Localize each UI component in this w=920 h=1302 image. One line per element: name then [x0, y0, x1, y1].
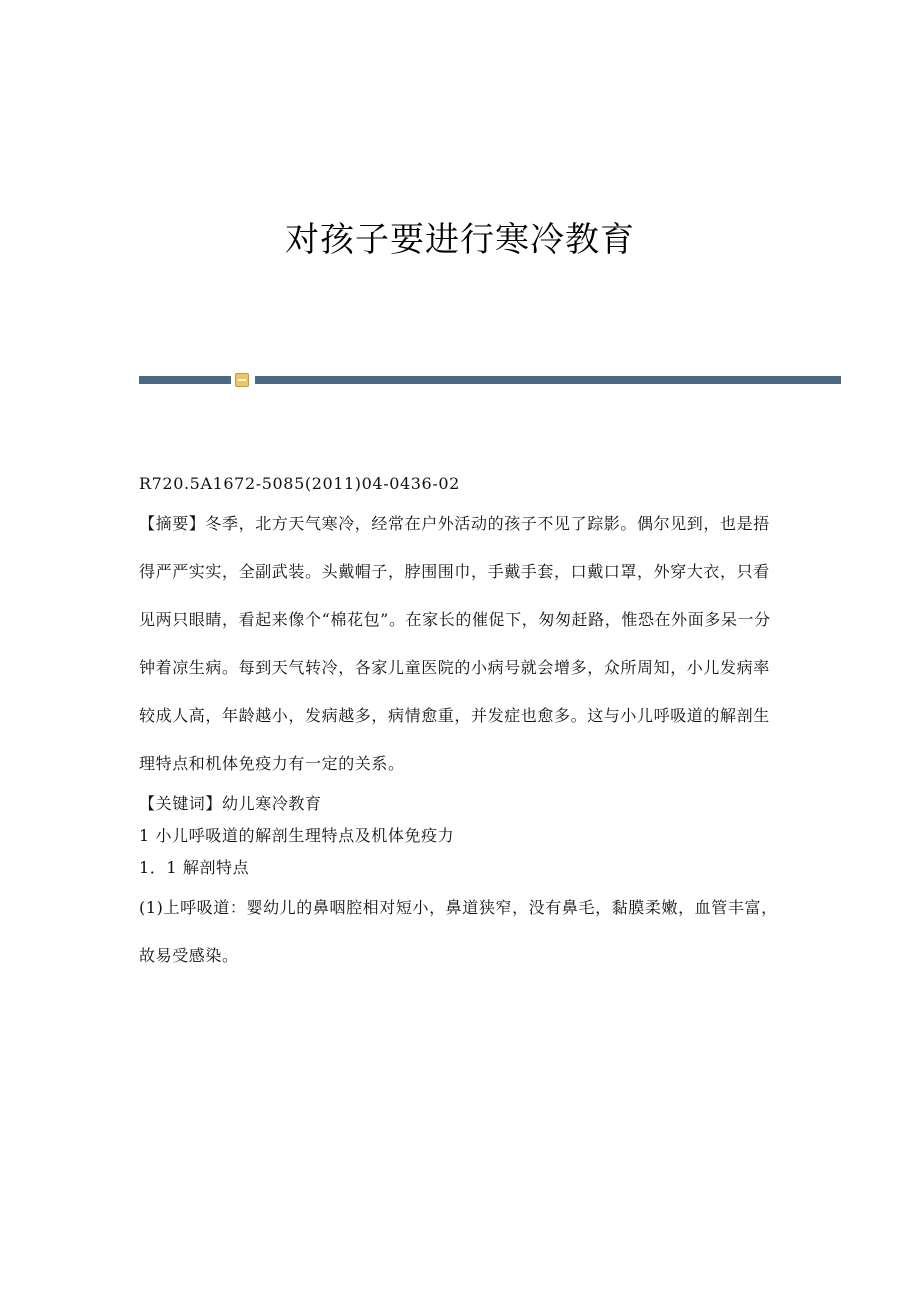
- paragraph-upper-respiratory: (1)上呼吸道：婴幼儿的鼻咽腔相对短小，鼻道狭窄，没有鼻毛，黏膜柔嫩，血管丰富，故易受感染。: [139, 898, 778, 965]
- title-divider: [139, 372, 841, 388]
- divider-right-bar: [255, 376, 841, 384]
- divider-left-bar: [139, 376, 231, 384]
- abstract-text: 冬季，北方天气寒冷，经常在户外活动的孩子不见了踪影。偶尔见到，也是捂得严严实实，全副武装。头戴帽子，脖围围巾，手戴手套，口戴口罩，外穿大衣，只看见两只眼睛，看起来像个“棉花包”。在家长的催促下，匆匆赶路，惟恐在外面多呆一分钟着凉生病。每到天气转冷，各家儿童医院的小病号就会增多，众所周知，小儿发病率较成人高，年龄越小，发病越多，病情愈重，并发症也愈多。这与小儿呼吸道的解剖生理特点和机体免疫力有一定的关系。: [139, 514, 771, 773]
- keywords: [139, 788, 784, 820]
- page-title: 对孩子要进行寒冷教育: [285, 220, 635, 260]
- abstract-label: 【摘要】: [139, 514, 206, 533]
- keywords-text: 幼儿寒冷教育: [222, 794, 322, 813]
- divider-emblem-icon: [235, 373, 249, 387]
- abstract: [139, 500, 784, 788]
- section-heading-1-1: 1．1 解剖特点: [139, 858, 250, 877]
- classification-code: R720.5A1672-5085(2011)04-0436-02: [139, 474, 460, 493]
- document-body: [139, 468, 784, 980]
- keywords-label: 【关键词】: [139, 794, 223, 813]
- section-heading-1: 1 小儿呼吸道的解剖生理特点及机体免疫力: [139, 826, 455, 845]
